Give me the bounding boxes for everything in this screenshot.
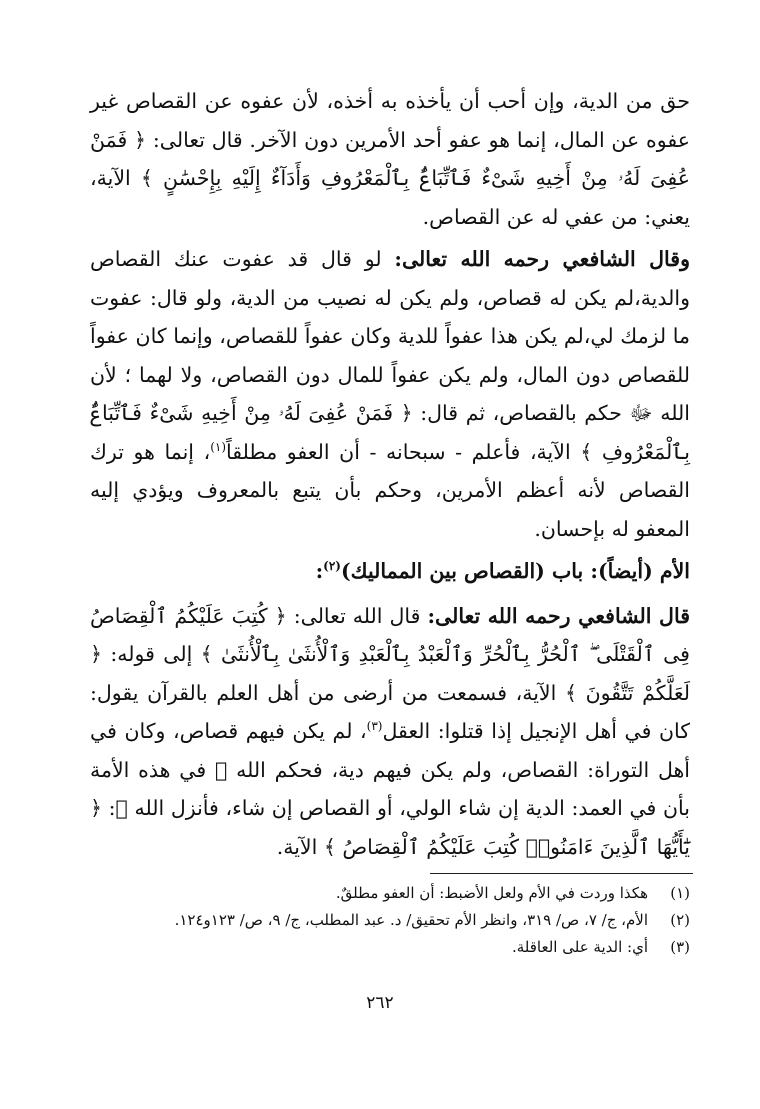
paragraph-3-body: قال الله تعالى: ﴿ كُتِبَ عَلَيْكُمُ ٱلْقِصَاصُ فِى ٱلْقَتْلَى ۖ ٱلْحُرُّ بِٱلْحُرِّ وَٱلْعَبْدُ بِٱلْعَبْدِ وَٱلْأُنثَىٰ بِٱلْأُنثَىٰ ﴾ إلى قوله: ﴿ لَعَلَّكُمْ تَتَّقُونَ ﴾ الآية، فسمعت من أرضى من أهل العلم بالقرآن يقول: كان في أهل الإنجيل إذا قتلوا: العقل [90, 603, 691, 743]
section-heading-colon: : [315, 559, 324, 583]
footnote-ref-1[interactable]: (١) [210, 439, 227, 454]
footnotes [90, 880, 690, 961]
footnote-item [90, 907, 690, 934]
section-heading-text: الأم (أيضاً): باب (القصاص بين المماليك) [340, 559, 690, 583]
footnote-ref-3[interactable]: (٣) [366, 719, 383, 734]
page-number: ٢٦٢ [366, 993, 394, 1013]
footnote-number: (٣) [670, 938, 690, 956]
paragraph-3-lead: قال الشافعي رحمه الله تعالى: [427, 603, 690, 628]
footnote-divider [430, 873, 693, 874]
footnote-text: الأم، ج/ ٧، ص/ ٣١٩، وانظر الأم تحقيق/ د. عبد المطلب، ج/ ٩، ص/ ١٢٣و١٢٤. [174, 911, 648, 929]
paragraph-3-tail: ، لم يكن فيهم قصاص، وكان في أهل التوراة: القصاص، ولم يكن فيهم دية، فحكم الله ﷻ في هذه الأمة بأن في العمد: الدية إن شاء الولي، أو القصاص إن شاء، فأنزل الله ﷻ: ﴿ يَٰٓأَيُّهَا ٱلَّذِينَ ءَامَنُوا۟ كُتِبَ عَلَيْكُمُ ٱلْقِصَاصُ ﴾ الآية. [90, 719, 690, 859]
paragraph-1 [90, 82, 690, 236]
paragraph-2-lead: وقال الشافعي رحمه الله تعالى: [394, 247, 690, 271]
footnote-number: (٢) [670, 911, 690, 929]
footnote-text: هكذا وردت في الأم ولعل الأضبط: أن العفو مطلقٌ. [335, 884, 648, 902]
paragraph-3 [90, 597, 690, 867]
footnote-item [90, 934, 690, 961]
footnote-text: أي: الدية على العاقلة. [511, 938, 648, 956]
paragraph-2-body: لو قال قد عفوت عنك القصاص والدية،لم يكن له قصاص، ولم يكن له نصيب من الدية، ولو قال: عفوت ما لزمك لي،لم يكن هذا عفواً للدية وكان عفواً للقصاص، وإنما كان عفواً للقصاص دون المال، ولم يكن عفواً للمال دون القصاص، ولا لهما ؛ لأن الله ﷻ حكم بالقصاص، ثم قال: ﴿ فَمَنْ عُفِىَ لَهُۥ مِنْ أَخِيهِ شَىْءٌ فَٱتِّبَاعٌۢ بِٱلْمَعْرُوفِ ﴾ الآية، فأعلم - سبحانه - أن العفو مطلقاً [90, 247, 690, 464]
footnote-item [90, 880, 690, 907]
page-body [90, 82, 690, 866]
paragraph-2-tail: ، إنما هو ترك القصاص لأنه أعظم الأمرين، وحكم بأن يتبع بالمعروف ويؤدي إليه المعفو له بإحسان. [90, 439, 690, 541]
footnote-number: (١) [670, 884, 690, 902]
paragraph-1-text: حق من الدية، وإن أحب أن يأخذه به أخذه، لأن عفوه عن القصاص غير عفوه عن المال، إنما هو عفو أحد الأمرين دون الآخر. قال تعالى: ﴿ فَمَنْ عُفِىَ لَهُۥ مِنْ أَخِيهِ شَىْءٌ فَٱتِّبَاعٌۢ بِٱلْمَعْرُوفِ وَأَدَآءٌ إِلَيْهِ بِإِحْسَٰنٍ ﴾ الآية، يعني: من عفي له عن القصاص. [90, 89, 690, 229]
paragraph-2 [90, 240, 690, 548]
footnote-ref-2[interactable]: (٢) [323, 559, 341, 574]
section-heading [90, 552, 690, 591]
